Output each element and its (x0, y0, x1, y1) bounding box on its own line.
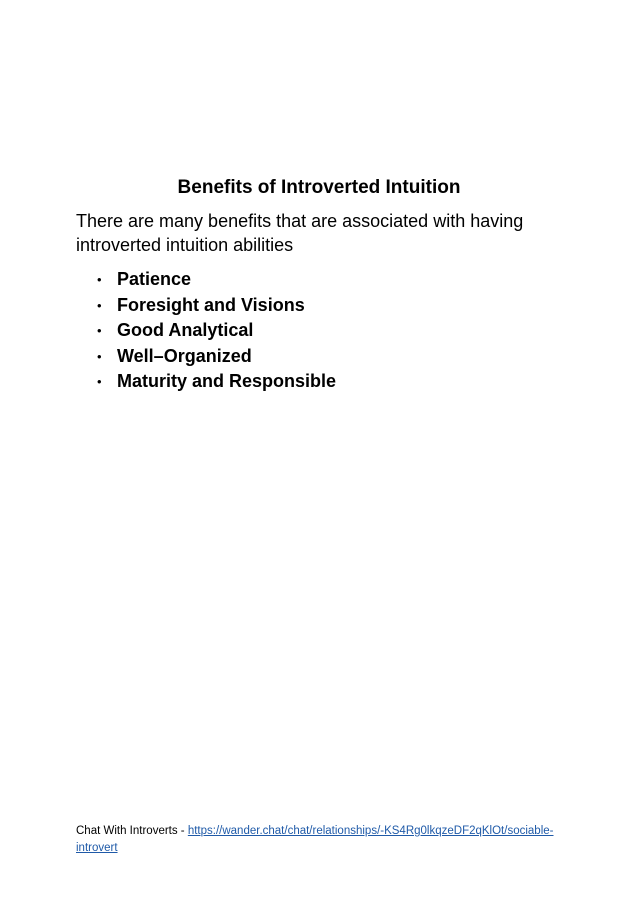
bullet-icon: • (97, 272, 102, 287)
list-item (76, 267, 336, 293)
bullet-icon: • (97, 297, 102, 313)
list-item-label: Patience (117, 269, 192, 289)
intro-paragraph: There are many benefits that are associated with having introverted intuition abilities (76, 211, 524, 255)
footer-prefix: Chat With Introverts - (76, 825, 188, 837)
list-item (76, 344, 336, 370)
bullet-icon: • (97, 323, 102, 338)
list-item (76, 318, 336, 344)
page-title: Benefits of Introverted Intuition (177, 177, 461, 198)
list-item-label: Maturity and Responsible (117, 371, 337, 391)
bullet-icon: • (97, 374, 102, 389)
list-item (76, 293, 336, 319)
footer-link[interactable]: https://wander.chat/chat/relationships/-KS4Rg0lkqzeDF2qKlOt/sociable-introvert (76, 825, 554, 854)
list-item-label: Well–Organized (117, 345, 252, 366)
bullet-icon: • (97, 348, 102, 364)
page-footer (76, 823, 556, 857)
list-item-label: Good Analytical (117, 320, 254, 340)
list-item (76, 369, 336, 395)
benefits-list (76, 267, 336, 395)
list-item-label: Foresight and Visions (117, 294, 305, 315)
